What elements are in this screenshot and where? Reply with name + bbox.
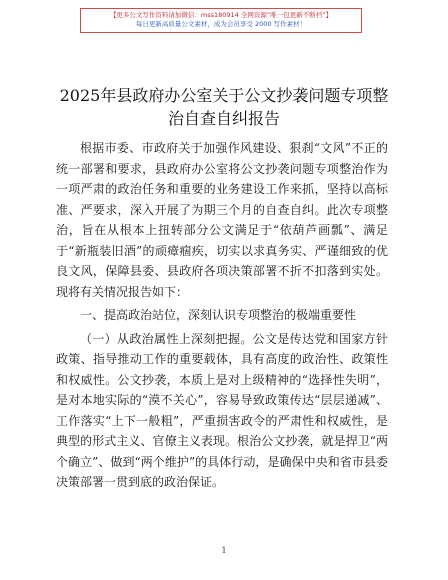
promo-banner-line-2: 每日更新高质量公文素材，成为会员享受 2000 写作素材！ [135,20,307,28]
document-title: 2025年县政府办公室关于公文抄袭问题专项整治自查自纠报告 [59,86,389,128]
section-heading: 一、提高政治站位，深刻认识专项整治的极端重要性 [80,308,357,322]
body-paragraph: 根据市委、市政府关于加强作风建设、狠刹“文风”不正的统一部署和要求，县政府办公室将公文抄袭问题专项整治作为一项严肃的政治任务和重要的业务建设工作来抓，坚持以高标准、严要求，深入开展了为期三个月的自查自纠。此次专项整治，旨在从根本上扭转部分公文满足于“依葫芦画瓢”、满足于“新瓶装旧酒”的顽瘴痼疾，切实以求真务实、严谨细致的优良文风，保障县委、县政府各项决策部署不折不扣落到实处。现将有关情况报告如下： [56,141,388,299]
promo-banner-line-1: 【更多公文写作资料请加微信：mss180914 全网资源“唯一包更新不断档”】 [109,11,333,19]
body-paragraph: （一）从政治属性上深刻把握。公文是传达党和国家方针政策、指导推动工作的重要载体，具有高度的政治性、政策性和权威性。公文抄袭，本质上是对上级精神的“选择性失明”，是对本地实际的“漠不关心”，容易导致政策传达“层层递减”、工作落实“上下一般粗”，严重损害政令的严肃性和权威性，是典型的形式主义、官僚主义表现。根治公文抄袭，就是捍卫“两个确立”、做到“两个维护”的具体行动，是确保中央和省市县委决策部署一贯到底的政治保证。 [56,331,388,489]
document-body [56,138,388,493]
page-number: 1 [221,546,227,555]
promo-banner [80,8,362,33]
